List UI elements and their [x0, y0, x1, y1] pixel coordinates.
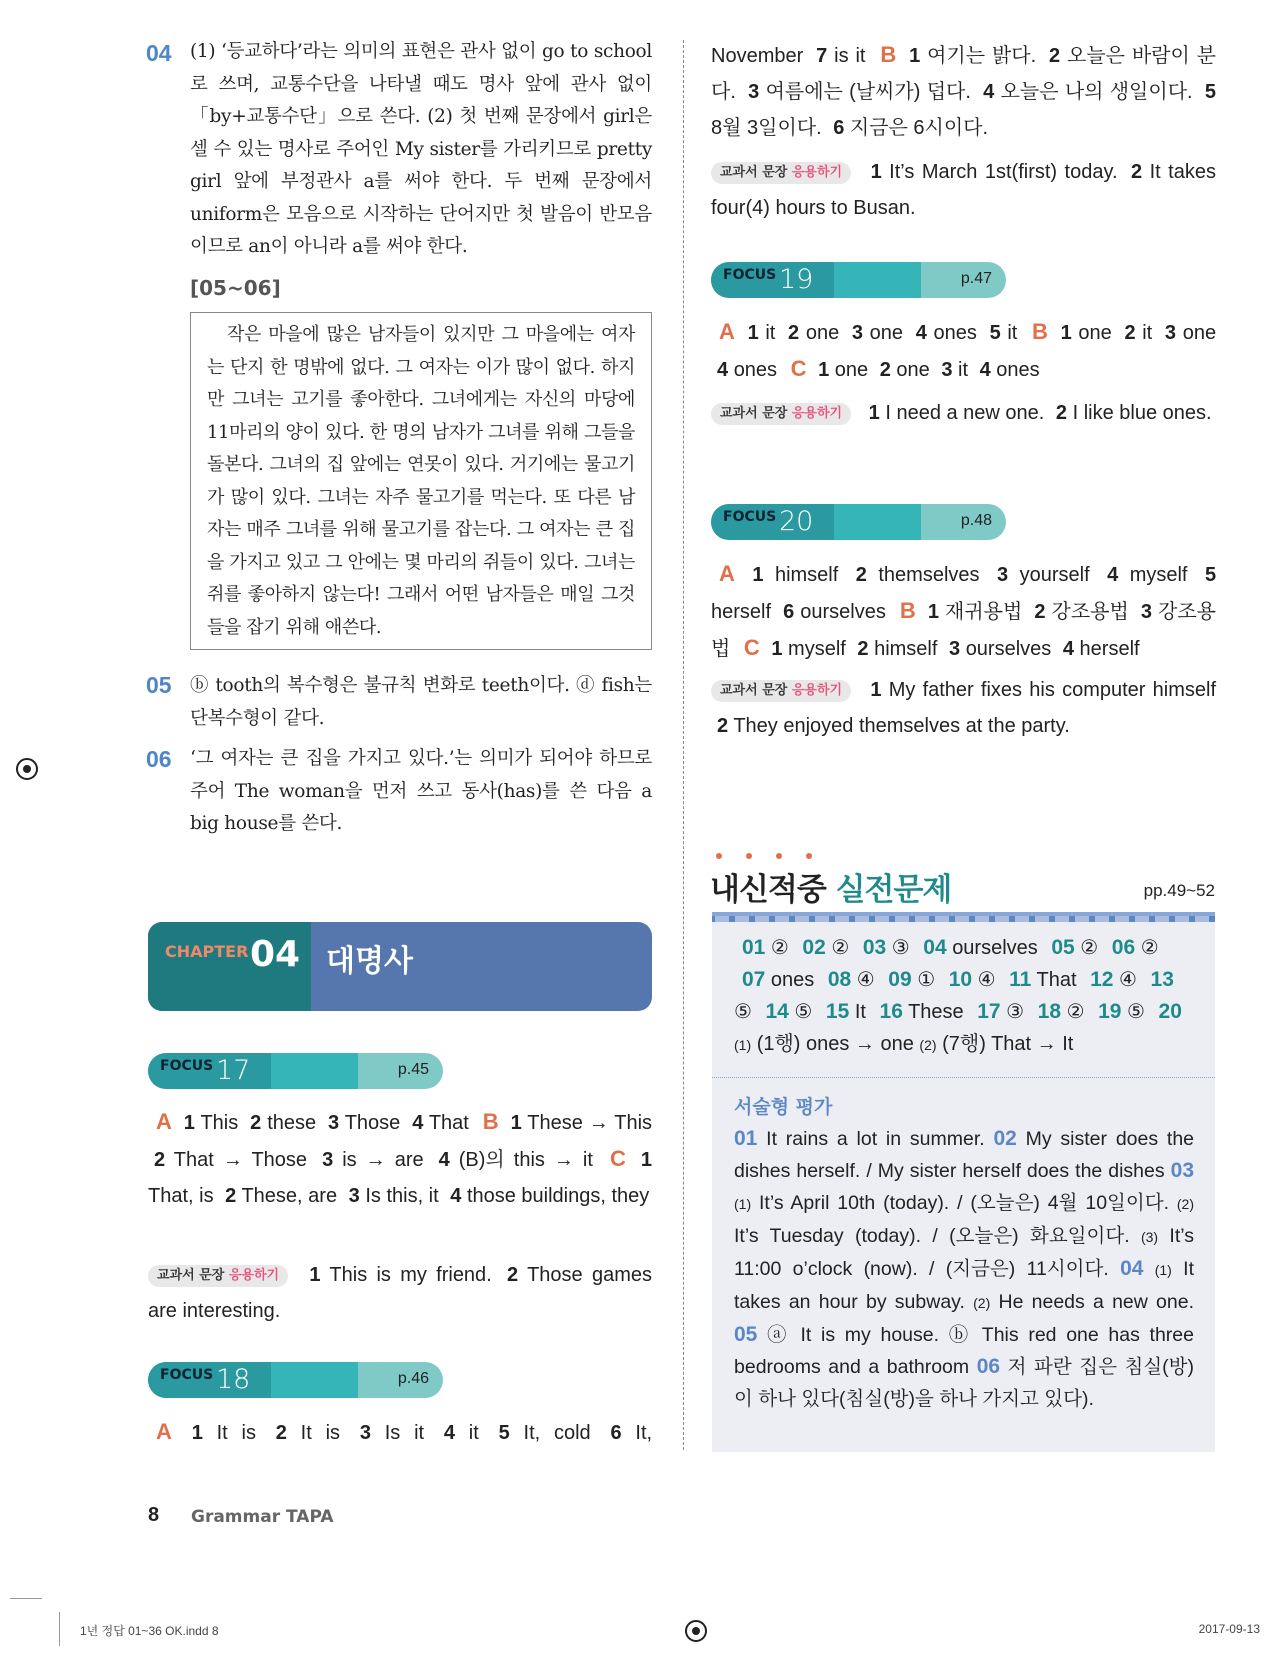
apply-badge	[711, 162, 851, 184]
answer-text: It takes an hour by subway.	[734, 1258, 1195, 1313]
answer-text: 강조용법	[1051, 601, 1129, 623]
answer-text: That, is	[148, 1185, 214, 1207]
answer-text: Those	[344, 1112, 401, 1134]
section-letter: B	[899, 598, 916, 623]
triangle-border	[712, 912, 1215, 922]
answer-text: is → are	[342, 1149, 424, 1171]
question-number: 07	[742, 968, 766, 991]
badge-label: 교과서 문장	[157, 1268, 225, 1283]
answer-text: I like blue ones.	[1072, 402, 1212, 424]
answer-text: 8월 3일이다.	[711, 117, 822, 139]
focus-18-apply	[711, 154, 1216, 226]
item-number: 2	[1124, 322, 1136, 344]
item-number: 1	[870, 161, 882, 183]
answer-text: It	[854, 1001, 866, 1023]
question-number: 06	[1111, 936, 1136, 959]
sub-number: (1)	[734, 1196, 752, 1212]
item-number: 1	[510, 1112, 522, 1134]
question-number: 03	[1170, 1159, 1194, 1182]
answer-text: It rains a lot in summer.	[766, 1128, 985, 1150]
focus-page: p.47	[960, 270, 992, 287]
answer-text: it	[1142, 322, 1153, 344]
answer-text: ones	[933, 322, 977, 344]
apply-badge	[148, 1265, 288, 1287]
item-number: 1	[771, 638, 783, 660]
question-number: 05	[1051, 936, 1075, 959]
book-title: Grammar TAPA	[191, 1507, 334, 1527]
answer-text: ④	[1119, 969, 1137, 991]
item-number: 1	[909, 45, 921, 67]
focus-18-bar	[148, 1362, 443, 1398]
section-letter: B	[482, 1109, 499, 1134]
question-number: 08	[827, 968, 852, 991]
answer-text: Those games are interesting.	[148, 1264, 652, 1322]
exam-pages: pp.49~52	[1143, 881, 1215, 900]
chapter-number: 04	[250, 934, 301, 975]
item-number: 2	[855, 564, 867, 586]
answer-text: My father fixes his computer himself	[888, 679, 1217, 701]
badge-label: 교과서 문장	[720, 406, 788, 421]
item-number: 2	[225, 1185, 237, 1207]
answer-text: ones	[733, 359, 778, 381]
question-number: 20	[1158, 1000, 1182, 1023]
question-number: 01	[742, 936, 766, 959]
answer-text: is it	[834, 45, 866, 67]
crop-mark	[59, 1612, 60, 1646]
item-number: 3	[851, 322, 863, 344]
item-number: 4	[412, 1112, 424, 1134]
focus-18-answers	[148, 1414, 652, 1451]
answer-text: ⑤	[734, 1001, 752, 1023]
item-number: 3	[997, 564, 1009, 586]
item-number: 3	[941, 359, 953, 381]
answer-text: It is	[216, 1422, 256, 1444]
answer-text: It takes four(4) hours to Busan.	[711, 161, 1216, 219]
answer-text: It’s March 1st(first) today.	[889, 161, 1118, 183]
question-number: 06	[976, 1355, 1001, 1378]
answer-text: My sister does the dishes herself. / My sister herself does the dishes	[734, 1128, 1195, 1182]
slug-date: 2017-09-13	[1198, 1622, 1260, 1636]
item-number: 3	[748, 81, 760, 103]
answer-text: these	[267, 1112, 317, 1134]
badge-highlight: 응용하기	[791, 406, 843, 421]
answer-text: myself	[1129, 564, 1188, 586]
item-number: 3	[328, 1112, 340, 1134]
item-number: 4	[983, 81, 995, 103]
answer-text: (B)의 this → it	[458, 1149, 593, 1171]
item-number: 4	[443, 1422, 455, 1444]
item-number: 2	[1131, 161, 1143, 183]
question-number: 04	[1120, 1257, 1144, 1280]
item-number: 4	[915, 322, 927, 344]
answer-text: ②	[1080, 937, 1099, 959]
focus-page: p.46	[397, 1370, 429, 1387]
badge-highlight: 응용하기	[228, 1268, 280, 1283]
sub-number: (3)	[1140, 1229, 1159, 1245]
answer-text: It’s April 10th (today). / (오늘은) 4월 10일이다.	[759, 1192, 1169, 1214]
question-number: 10	[948, 968, 973, 991]
item-number: 3	[949, 638, 961, 660]
question-number: 02	[802, 936, 826, 959]
item-number: 4	[1062, 638, 1074, 660]
answer-text: ③	[1006, 1001, 1025, 1023]
focus-label: FOCUS	[723, 509, 777, 525]
answer-text: Is this, it	[365, 1185, 439, 1207]
answer-text: (7행) That → It	[942, 1033, 1074, 1055]
answer-text: It,	[635, 1422, 653, 1444]
question-number: 19	[1098, 1000, 1122, 1023]
question-number: 11	[1009, 968, 1032, 991]
answer-text: ②	[831, 937, 850, 959]
focus-17-answers	[148, 1104, 652, 1214]
item-number: 4	[717, 359, 729, 381]
answer-text: ourselves	[952, 937, 1038, 959]
section-letter: B	[880, 42, 897, 67]
badge-highlight: 응용하기	[791, 683, 843, 698]
question-number: 02	[993, 1127, 1017, 1150]
item-number: 2	[250, 1112, 262, 1134]
section-letter: A	[719, 561, 735, 586]
item-number: 2	[507, 1264, 519, 1286]
answer-text: November	[711, 45, 804, 67]
item-number: 6	[783, 601, 795, 623]
focus-19-bar	[711, 262, 1006, 298]
answer-text: 지금은 6시이다.	[849, 117, 989, 139]
item-number: 1	[191, 1422, 203, 1444]
answer-text: one	[1182, 322, 1217, 344]
answer-text: those buildings, they	[466, 1185, 650, 1207]
item-number: 1	[183, 1112, 195, 1134]
focus-number: 17	[216, 1055, 251, 1086]
question-number: 12	[1090, 968, 1114, 991]
answer-text: ⑤	[1127, 1001, 1145, 1023]
sub-number: (2)	[1176, 1196, 1195, 1212]
focus-17-bar	[148, 1053, 443, 1089]
question-number: 04	[923, 936, 947, 959]
answer-text: ⑤	[794, 1001, 813, 1023]
answer-text: They enjoyed themselves at the party.	[733, 715, 1070, 737]
page-number: 8	[148, 1504, 160, 1526]
crop-mark	[10, 1598, 42, 1599]
answer-text: ②	[1140, 937, 1159, 959]
range-heading: [05~06]	[190, 276, 281, 300]
question-number: 13	[1150, 968, 1174, 991]
answer-text: it	[765, 322, 776, 344]
item-number: 1	[868, 402, 880, 424]
answer-text: ourselves	[965, 638, 1052, 660]
item-number: 3	[359, 1422, 371, 1444]
answer-text: ①	[917, 969, 936, 991]
answer-text: ④	[856, 969, 875, 991]
focus-number: 18	[216, 1364, 251, 1395]
item-number: 2	[857, 638, 869, 660]
answer-text: herself	[711, 601, 772, 623]
item-number: 4	[1107, 564, 1119, 586]
question-number: 05	[734, 1323, 758, 1346]
focus-label: FOCUS	[160, 1367, 214, 1383]
question-number: 09	[888, 968, 912, 991]
item-number: 2	[1049, 45, 1061, 67]
question-number: 15	[825, 1000, 850, 1023]
answer-text: one	[869, 322, 904, 344]
item-number: 2	[717, 715, 729, 737]
answer-text: I need a new one.	[885, 402, 1045, 424]
explanation-04: (1) ‘등교하다’라는 의미의 표현은 관사 없이 go to school로 쓰며, 교통수단을 나타낼 때도 명사 앞에 관사 없이 「by+교통수단」으로 쓴다. (2) 첫 번째 문장에서 girl은 셀 수 있는 명사로 주어인 My sister를 가리키므로 pretty girl 앞에 부정관사 a를 써야 한다. 두 번째 문장에서 uniform은 모음으로 시작하는 단어지만 첫 발음이 반모음이므로 an이 아니라 a를 써야 한다.	[190, 41, 652, 257]
question-number: 14	[765, 1000, 789, 1023]
focus-20-bar	[711, 504, 1006, 540]
item-number: 6	[833, 117, 845, 139]
apply-badge	[711, 403, 851, 425]
emphasis-dots	[716, 853, 816, 859]
answer-text: These → This	[527, 1112, 653, 1134]
item-number: 3	[348, 1185, 360, 1207]
answer-text: ourselves	[800, 601, 886, 623]
answer-text: These	[908, 1001, 964, 1023]
answer-text: it	[958, 359, 969, 381]
answer-text: It is	[300, 1422, 341, 1444]
focus-page: p.48	[960, 512, 992, 529]
answer-text: it	[1007, 322, 1018, 344]
item-number: 2	[879, 359, 891, 381]
item-number: 2	[1034, 601, 1046, 623]
focus-20-answers	[711, 556, 1216, 667]
question-number: 17	[977, 1000, 1001, 1023]
answer-text: themselves	[878, 564, 980, 586]
badge-highlight: 응용하기	[791, 165, 843, 180]
translation-box: 작은 마을에 많은 남자들이 있지만 그 마을에는 여자는 단지 한 명밖에 없다. 그 여자는 이가 많이 없다. 하지만 그녀는 고기를 좋아한다. 그녀에게는 자신의 마당에 11마리의 양이 있다. 한 명의 남자가 그녀를 위해 그들을 돌본다. 그녀의 집 앞에는 연못이 있다. 거기에는 물고기가 많이 있다. 그녀는 자주 물고기를 먹는다. 또 다른 남자는 매주 그녀를 위해 물고기를 잡는다. 그 여자는 큰 집을 가지고 있고 그 안에는 몇 마리의 쥐들이 있다. 그녀는 쥐를 좋아하지 않는다! 그래서 어떤 남자들은 매일 그것들을 잡기 위해 애쓴다.	[190, 312, 652, 650]
answer-text: one	[805, 322, 840, 344]
item-number: 5	[498, 1422, 510, 1444]
answer-text: It’s 11:00 o’clock (now). / (지금은) 11시이다.	[734, 1225, 1194, 1280]
answer-text: It, cold	[523, 1422, 591, 1444]
chapter-banner	[148, 922, 652, 1011]
badge-label: 교과서 문장	[720, 165, 788, 180]
focus-19-answers	[711, 314, 1216, 388]
focus-page: p.45	[397, 1061, 429, 1078]
answer-text: 저 파란 집은 침실(방)이 하나 있다(침실(방)을 하나 가지고 있다).	[734, 1356, 1194, 1410]
answer-text: 여기는 밝다.	[927, 45, 1037, 67]
answer-text: This is my friend.	[329, 1264, 492, 1286]
answer-text: yourself	[1019, 564, 1090, 586]
exam-answers	[734, 932, 1194, 1061]
focus-label: FOCUS	[723, 267, 777, 283]
answer-text: ones	[996, 359, 1040, 381]
answer-text: ②	[1066, 1001, 1085, 1023]
written-heading: 서술형 평가	[734, 1096, 833, 1118]
focus-17-apply	[148, 1257, 652, 1329]
item-number: 5	[1204, 564, 1217, 586]
item-number: 2	[154, 1149, 166, 1171]
section-letter: C	[790, 356, 807, 381]
item-number: 3	[1164, 322, 1177, 344]
written-answers	[734, 1123, 1194, 1415]
item-number: 1	[1060, 322, 1072, 344]
item-number: 3	[322, 1149, 334, 1171]
item-number: 1	[870, 679, 882, 701]
question-number-06: 06	[146, 746, 172, 772]
focus-label: FOCUS	[160, 1058, 214, 1074]
item-number: 1	[927, 601, 939, 623]
item-number: 1	[818, 359, 830, 381]
item-number: 1	[747, 322, 759, 344]
focus-number: 20	[779, 506, 814, 537]
sub-number: (2)	[973, 1295, 991, 1311]
answer-text: herself	[1079, 638, 1140, 660]
focus-number: 19	[779, 264, 814, 295]
answer-text: This	[200, 1112, 239, 1134]
item-number: 4	[450, 1185, 462, 1207]
slug-filename: 1년 정답 01~36 OK.indd 8	[80, 1624, 219, 1638]
section-letter: A	[156, 1109, 172, 1134]
focus-20-apply	[711, 672, 1216, 744]
answer-text: one	[1078, 322, 1112, 344]
sub-number: (1)	[1154, 1262, 1172, 1278]
chapter-title: 대명사	[326, 944, 413, 979]
question-number: 01	[734, 1127, 758, 1150]
explanation-06: ‘그 여자는 큰 집을 가지고 있다.’는 의미가 되어야 하므로 주어 The woman을 먼저 쓰고 동사(has)를 쓴 다음 a big house를 쓴다.	[190, 748, 652, 834]
explanation-05: ⓑ tooth의 복수형은 불규칙 변화로 teeth이다. ⓓ fish는 단복수형이 같다.	[190, 675, 652, 729]
answer-text: 재귀용법	[945, 601, 1023, 623]
answer-text: 오늘은 나의 생일이다.	[1000, 81, 1193, 103]
answer-text: it	[468, 1422, 479, 1444]
answer-text: ones	[770, 969, 815, 991]
item-number: 4	[979, 359, 991, 381]
apply-badge	[711, 680, 851, 702]
exam-title-black: 내신적중	[710, 872, 826, 908]
exam-answer-box	[712, 912, 1215, 1452]
answer-text: 강조용법	[711, 601, 1216, 660]
section-letter: B	[1032, 319, 1048, 344]
sub-number: (2)	[919, 1037, 937, 1053]
answer-text: himself	[874, 638, 938, 660]
item-number: 6	[610, 1422, 622, 1444]
answer-text: one	[834, 359, 869, 381]
item-number: 1	[752, 564, 764, 586]
answer-text: ⓐ It is my house. ⓑ This red one has three bedrooms and a bathroom	[734, 1324, 1194, 1378]
chapter-label: CHAPTER	[165, 942, 249, 961]
badge-label: 교과서 문장	[720, 683, 788, 698]
item-number: 7	[816, 45, 828, 67]
question-number: 16	[879, 1000, 903, 1023]
item-number: 2	[788, 322, 800, 344]
item-number: 1	[640, 1149, 652, 1171]
question-number-04: 04	[146, 40, 172, 66]
exam-title	[710, 864, 951, 909]
item-number: 1	[309, 1264, 321, 1286]
item-number: 2	[1055, 402, 1068, 424]
sub-number: (1)	[734, 1037, 752, 1053]
section-letter: C	[609, 1146, 626, 1171]
answer-text: ③	[891, 937, 910, 959]
section-letter: C	[743, 635, 760, 660]
item-number: 3	[1140, 601, 1152, 623]
focus-19-apply	[711, 395, 1216, 431]
answer-text: ④	[977, 969, 996, 991]
answer-text: himself	[774, 564, 839, 586]
question-number-05: 05	[146, 672, 172, 698]
item-number: 5	[989, 322, 1001, 344]
answer-text: That	[1036, 969, 1077, 991]
question-number: 18	[1037, 1000, 1062, 1023]
answer-text: myself	[788, 638, 846, 660]
answer-text: Is it	[384, 1422, 425, 1444]
registration-mark-icon	[16, 758, 38, 780]
answer-text: He needs a new one.	[998, 1291, 1195, 1313]
exam-title-teal: 실전문제	[835, 872, 952, 908]
answer-text: That	[428, 1112, 469, 1134]
answer-text: 여름에는 (날씨가) 덥다.	[765, 81, 971, 103]
item-number: 4	[438, 1149, 450, 1171]
registration-mark-icon	[685, 1620, 707, 1642]
item-number: 5	[1204, 81, 1216, 103]
focus-18-answers-continued	[711, 37, 1216, 146]
answer-text: one	[896, 359, 930, 381]
column-divider	[683, 40, 684, 1450]
answer-text: That → Those	[173, 1149, 308, 1171]
answer-text: (1행) ones → one	[756, 1033, 914, 1055]
section-letter: A	[156, 1419, 172, 1444]
section-letter: A	[719, 319, 735, 344]
answer-text: ②	[770, 937, 789, 959]
item-number: 2	[275, 1422, 287, 1444]
answer-text: 오늘은 바람이 분다.	[711, 45, 1216, 103]
answer-text: It’s Tuesday (today). / (오늘은) 화요일이다.	[734, 1225, 1130, 1247]
answer-text: These, are	[241, 1185, 338, 1207]
question-number: 03	[862, 936, 887, 959]
